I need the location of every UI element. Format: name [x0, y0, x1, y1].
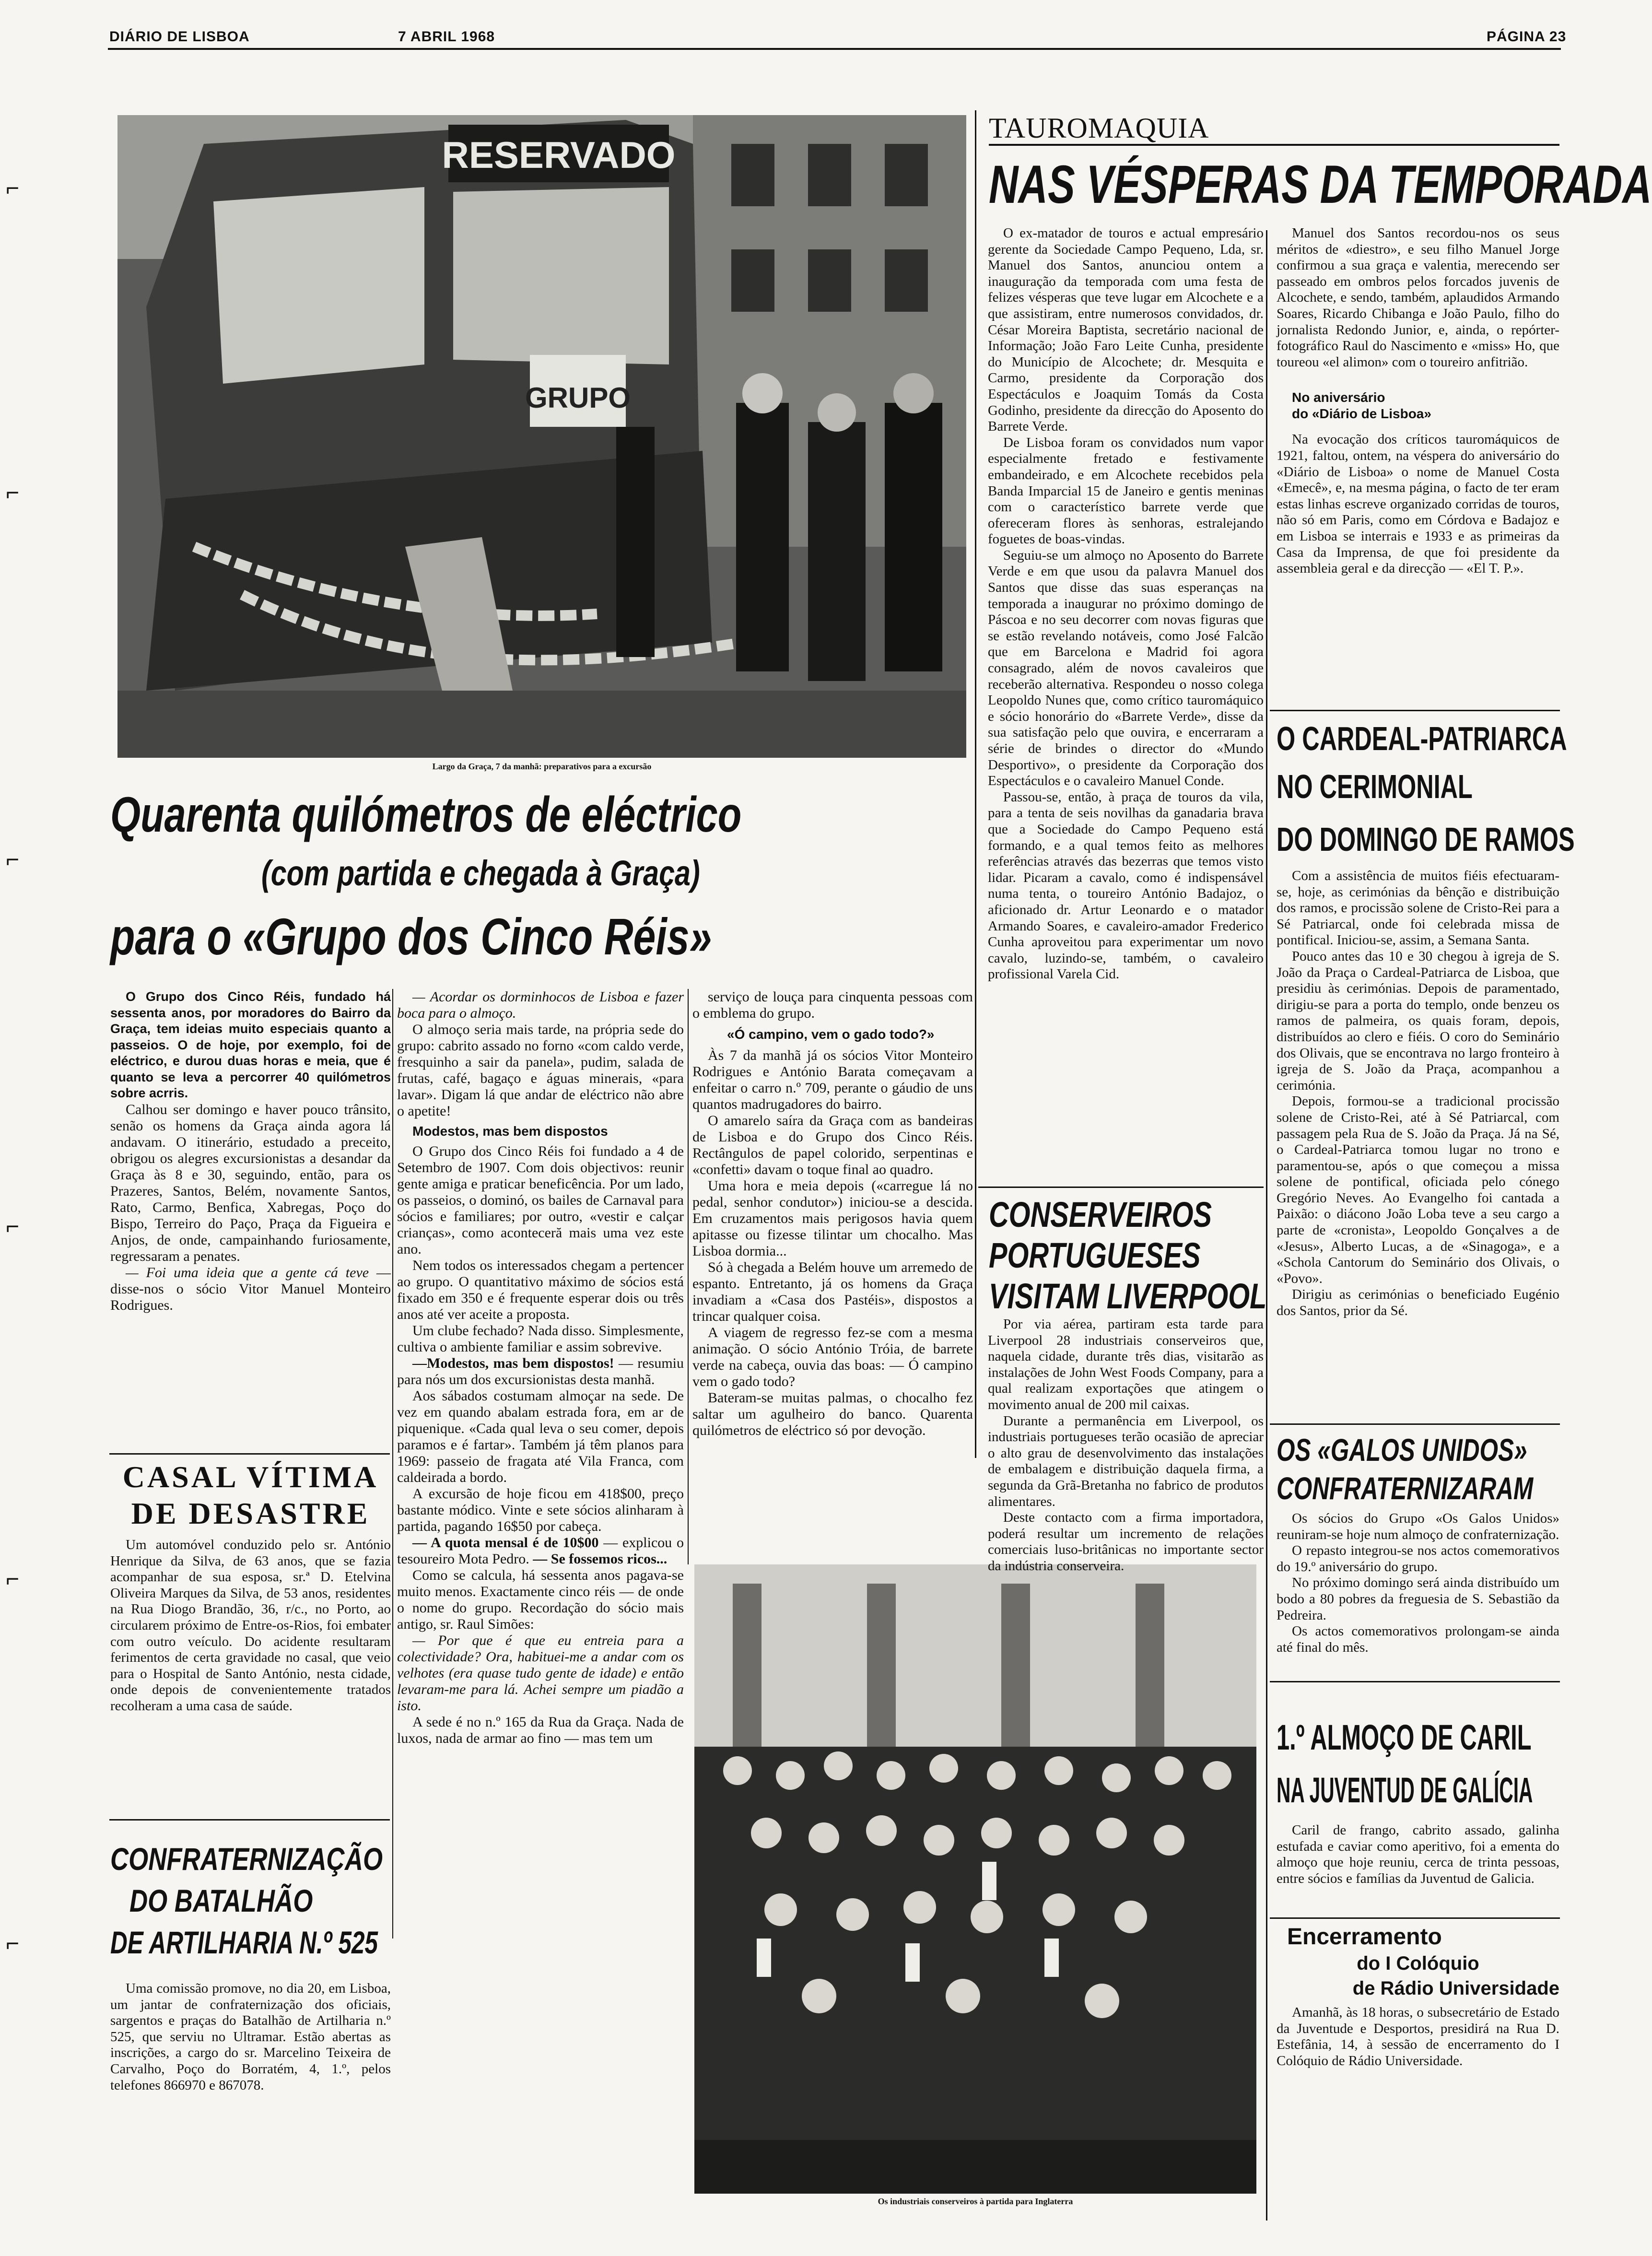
cardeal-title-line1: O CARDEAL-PATRIARCA [1277, 720, 1567, 757]
casal-title-line2: DE DESASTRE [131, 1496, 370, 1530]
paragraph: — disse-nos o sócio Vitor Manuel Monteiro Rodrigues. [110, 1264, 391, 1313]
masthead-title: DIÁRIO DE LISBOA [109, 29, 250, 45]
margin-mark: ⌐ [6, 176, 20, 201]
paragraph: A sede é no n.º 165 da Rua da Graça. Nada de luxos, nada de armar ao fino — mas tem um [397, 1714, 684, 1746]
margin-mark: ⌐ [6, 1566, 20, 1592]
paragraph: Depois, formou-se a tradicional procissão solene de Cristo-Rei, até à Sé Patriarcal, com passagem pela Rua de S. João da Praça. Já na Sé, o Cardeal-Patriarca tomou lugar no trono e paramentou-se, após o que começou a missa solene de pontifical, oficiada pelo cónego Gregório Neves. Ao Evangelho foi cantada a Paixão: o diácono João Loba teve a seu cargo a parte de «cronista», Leopoldo Gonçalves a de «Jesus», Alberto Lucas, a de «Sinagoga», e a «Schola Cantorum do Seminário dos Olivais, o «Povo». [1277, 1093, 1559, 1286]
paragraph: Passou-se, então, à praça de touros da vila, para a tenta de seis novilhas da ganadaria brava que a Sociedade do Campo Pequeno está formando, e a qual temos feito as melhores referências através das bezerras que temos visto lidar. Picaram a cavalo, como é indispensável numa tenta, o toureiro António Badajoz, o aficionado dr. Artur Leonardo e o matador Armando Soares, e cavaleiro-amador Frederico Cunha aproveitou para experimentar um novo cavalo, luzindo-se, também, o cavaleiro profissional Varela Cid. [988, 789, 1264, 982]
casal-title [110, 1459, 391, 1532]
margin-mark: ⌐ [6, 847, 20, 872]
emphasis: — A quota mensal é de 10$00 [412, 1535, 599, 1551]
batalhao-body [110, 1981, 391, 2211]
section-rule [1270, 1423, 1560, 1425]
paragraph: Só à chegada a Belém houve um arremedo de espanto. Entretanto, já os homens da Graça invadiam a «Casa dos Pastéis», dispostos a trincar qualquer coisa. [692, 1259, 973, 1324]
paragraph: Uma comissão promove, no dia 20, em Lisboa, um jantar de confraternização dos oficiais, sargentos e praças do Batalhão de Artilharia n.º 525, que serviu no Ultramar. Estão abertas as inscrições, a cargo do sr. Marcelino Teixeira de Carvalho, Poço do Borratém, 4, 1.º, pelos telefones 866970 e 867078. [110, 1981, 391, 2093]
tram-destination-sign: RESERVADO [442, 134, 676, 176]
radio-title-line1: Encerramento [1287, 1924, 1442, 1950]
paragraph: Nem todos os interessados chegam a pertencer ao grupo. O quantitativo máximo de sócios está fixado em 350 e é frequente esperar dois ou três anos até ver aceite a proposta. [397, 1257, 684, 1322]
cardeal-title-line2: NO CERIMONIAL [1277, 768, 1473, 805]
issue-date: 7 ABRIL 1968 [398, 29, 495, 45]
paragraph: — explicou o tesoureiro Mota Pedro. [397, 1535, 684, 1567]
paragraph: Os actos comemorativos prolongam-se ainda até final do mês. [1277, 1623, 1559, 1655]
paragraph: Como se calcula, há sessenta anos pagava-se muito menos. Exactamente cinco réis — de onde o nome do grupo. Recordação do sócio mais antigo, sr. Raul Simões: [397, 1567, 684, 1632]
emphasis: — Se fossemos ricos... [533, 1551, 668, 1567]
paragraph: Um clube fechado? Nada disso. Simplesmente, cultiva o ambiente familiar e assim sobrevive. [397, 1323, 684, 1355]
quote: — Foi uma ideia que a gente cá teve [126, 1264, 369, 1281]
headline-main: Quarenta quilómetros de eléctrico [110, 787, 742, 843]
subheading: do «Diário de Lisboa» [1292, 406, 1431, 422]
paragraph: Às 7 da manhã já os sócios Vitor Monteiro Rodrigues e António Barata começavam a enfeitar o carro n.º 709, perante o gáudio de uns quantos madrugadores do bairro. [692, 1047, 973, 1112]
tauro-headline: NAS VÉSPERAS DA TEMPORADA [989, 154, 1652, 214]
radio-title [1277, 1923, 1559, 2001]
caril-body [1277, 1822, 1559, 1909]
quote: — Por que é que eu entreia para a colectividade? Ora, habituei-me a andar com os velhotes (era quase tudo gente de idade) e então levaram-me para lá. Achei sempre um piadão a isto. [397, 1633, 684, 1714]
caril-title-line2: NA JUVENTUD DE GALÍCIA [1277, 1770, 1533, 1810]
paragraph: — resumiu para nós um dos excursionistas desta manhã. [397, 1355, 684, 1387]
batalhao-title-line2: DO BATALHÃO [129, 1883, 313, 1918]
section-rule [1270, 1681, 1560, 1682]
cardeal-body [1277, 868, 1559, 1420]
tauro-column-1 [988, 225, 1264, 1185]
section-rule [1270, 710, 1560, 711]
paragraph: No próximo domingo será ainda distribuído um bodo a 80 pobres da freguesia de S. Sebastião da Pedreira. [1277, 1575, 1559, 1623]
casal-title-line1: CASAL VÍTIMA [122, 1460, 379, 1494]
header-rule [108, 48, 1561, 50]
galos-title-line1: OS «GALOS UNIDOS» [1277, 1432, 1527, 1468]
headline-third: para o «Grupo dos Cinco Réis» [110, 907, 712, 965]
paragraph: Um automóvel conduzido pelo sr. António Henrique da Silva, de 63 anos, que se fazia acompanhar de sua esposa, sr.ª D. Etelvina Oliveira Marques da Silva, de 53 anos, residentes na Rua Diogo Brandão, 36, r/c., no Porto, ao circularem próximo de Entre-os-Rios, foi embater com outro veículo. Do acidente resultaram ferimentos de certa gravidade no casal, que veio para o Hospital de Santo António, nesta cidade, onde depois de convenientemente tratados recolheram a uma casa de saúde. [110, 1537, 391, 1714]
quote: — Acordar os dorminhocos de Lisboa e fazer boca para o almoço. [397, 989, 684, 1021]
section-rule [109, 1453, 390, 1455]
paragraph: Na evocação dos críticos tauromáquicos de 1921, faltou, ontem, na véspera do aniversário do «Diário de Lisboa» o nome de Manuel Costa «Emecê», e, na mesma página, o facto de ter eram estas linhas escreve organizado corridas de touros, não só em Paris, como em Córdova e Badajoz e em Lisboa se interrais e 1933 e as primeiras da Casa da Imprensa, de que foi presidente da assembleia geral e da direcção — «El T. P.». [1277, 432, 1559, 576]
subheading: «Ó campino, vem o gado todo?» [727, 1027, 935, 1042]
batalhao-title-line1: CONFRATERNIZAÇÃO [110, 1841, 383, 1877]
cardeal-title-line3: DO DOMINGO DE RAMOS [1277, 821, 1575, 858]
paragraph: Amanhã, às 18 horas, o subsecretário de Estado da Juventude e Desportos, presidirá na Rua D. Estefânia, 14, à sessão de encerramento do I Colóquio de Rádio Universidade. [1277, 2005, 1559, 2068]
margin-mark: ⌐ [6, 1214, 20, 1239]
paragraph: O almoço seria mais tarde, na própria sede do grupo: cabrito assado no forno «com caldo verde, fresquinho a sair da panela», pudim, salada de frutas, café, bagaço e águas minerais, «para lavar». Digam lá que andar de eléctrico não abre o apetite! [397, 1022, 684, 1119]
conserv-title-line2: PORTUGUESES [989, 1235, 1201, 1275]
paragraph: Pouco antes das 10 e 30 chegou à igreja de S. João da Praça o Cardeal-Patriarca de Lisboa, que presidiu às cerimónias. Depois de paramentado, dirigiu-se para a porta do templo, onde benzeu os ramos de palmeira, os quais foram, depois, distribuídos ao clero e fiéis. O coro do Seminário dos Olivais, que se encontrava no largo fronteiro à igreja de S. João da Praça, acompanhou a cerimónia. [1277, 948, 1559, 1093]
section-rule [989, 144, 1559, 146]
headline-sub: (com partida e chegada à Graça) [261, 853, 700, 893]
column-rule [688, 989, 689, 1564]
margin-mark: ⌐ [6, 1931, 20, 1956]
galos-body [1277, 1511, 1559, 1664]
paragraph: O Grupo dos Cinco Réis foi fundado a 4 de Setembro de 1907. Com dois objectivos: reunir gente amiga e praticar beneficência. Por um lado, os passeios, o dominó, os bailes de Carnaval para sócios e familiares; por outro, «vestir e calçar crianças», como aconteceră mais uma vez este ano. [397, 1143, 684, 1257]
paragraph: Com a assistência de muitos fiéis efectuaram-se, hoje, as cerimónias da bênção e distribuição dos ramos, e procissão solene de Cristo-Rei para a Sé Patriarcal, onde foi celebrada missa de pontifical. Iniciou-se, assim, a Semana Santa. [1277, 868, 1559, 948]
conserv-title-line3: VISITAM LIVERPOOL [989, 1276, 1267, 1316]
photo-industrialists [694, 1564, 1256, 2194]
paragraph: Seguiu-se um almoço no Aposento do Barrete Verde e em que usou da palavra Manuel dos Santos que disse das suas esperanças na temporada a inaugurar no próximo domingo de Páscoa e no seu decorrer com novas figuras que se estão revelando notáveis, como José Falcão que em Barcelona e Madrid foi agora consagrado, além de novos cavaleiros que receberão alternativa. Respondeu o nosso colega Leopoldo Nunes que, como crítico tauromáquico e sócio honorário do «Barrete Verde», disse da sua satisfação pelo que ouvira, e encerraram a série de brindes o director do «Mundo Desportivo», o presidente da Corporação dos Espectáculos e o cavaleiro Manuel Conde. [988, 547, 1264, 789]
photo-tram-decorated [117, 115, 966, 758]
radio-title-line3: de Rádio Universidade [1352, 1978, 1559, 1999]
article-column-1 [110, 989, 391, 1435]
batalhao-title-line3: DE ARTILHARIA N.º 525 [110, 1925, 378, 1960]
paragraph: A excursão de hoje ficou em 418$00, preço bastante módico. Vinte e sete sócios alinharam à partida, pagando 16$50 por cabeça. [397, 1486, 684, 1534]
radio-title-line2: do I Colóquio [1357, 1953, 1479, 1974]
photo-caption: Os industriais conserveiros à partida para Inglaterra [878, 2197, 1073, 2206]
paragraph: Caril de frango, cabrito assado, galinha estufada e caviar como aperitivo, foi a ementa do almoço que hoje reuniu, cerca de trinta pessoas, entre sócios e famílias da Juventud de Galicia. [1277, 1822, 1559, 1886]
paragraph: Calhou ser domingo e haver pouco trânsito, senão os homens da Graça ainda agora lá andavam. O itinerário, estudado a preceito, obrigou os alegres excursionistas a desandar da Graça às 8 e 30, seguindo, então, para os Prazeres, Santos, Belém, novamente Santos, Rato, Carmo, Benfica, Xabregas, Poço do Bispo, Terreiro do Paço, Praça da Figueira e Anjos, de onde, campainhando furiosamente, regressaram a penates. [110, 1101, 391, 1264]
paragraph: serviço de louça para cinquenta pessoas com o emblema do grupo. [692, 989, 973, 1021]
paragraph: Deste contacto com a firma importadora, poderá resultar um incremento de relações comerciais luso-britânicas no importante sector da indústria conserveira. [988, 1510, 1264, 1574]
section-rule [978, 1187, 1264, 1188]
paragraph: Uma hora e meia depois («carregue lá no pedal, senhor condutor») iniciou-se a descida. Em cruzamentos mais perigosos havia quem apitasse ou fizesse tilintar um chocalho. Mas Lisboa dormia... [692, 1178, 973, 1259]
emphasis: —Modestos, mas bem dispostos! [412, 1355, 614, 1371]
tauro-column-2 [1277, 225, 1559, 705]
article-column-3 [692, 989, 973, 1562]
conserv-body [988, 1316, 1264, 1574]
paragraph: Os sócios do Grupo «Os Galos Unidos» reuniram-se hoje num almoço de confraternização. [1277, 1511, 1559, 1542]
casal-body [110, 1537, 391, 1815]
column-rule [392, 989, 393, 1939]
page-number: PÁGINA 23 [1487, 29, 1567, 45]
caril-title-line1: 1.º ALMOÇO DE CARIL [1277, 1717, 1532, 1757]
column-rule [975, 110, 976, 1458]
subheading: No aniversário [1292, 390, 1385, 405]
conserv-title-line1: CONSERVEIROS [989, 1195, 1212, 1234]
radio-body [1277, 2005, 1559, 2101]
subheading: Modestos, mas bem dispostos [412, 1124, 608, 1139]
paragraph: Por via aérea, partiram esta tarde para Liverpool 28 industriais conserveiros que, naquela cidade, durante três dias, visitarão as instalações de John West Foods Company, para a qual realizam exportações que atingem o movimento anual de 200 mil caixas. [988, 1316, 1264, 1412]
paragraph: O amarelo saíra da Graça com as bandeiras de Lisboa e do Grupo dos Cinco Réis. Rectângulos de papel colorido, serpentinas e «confetti» davam o toque final ao quadro. [692, 1113, 973, 1177]
paragraph: Bateram-se muitas palmas, o chocalho fez saltar um agulheiro do banco. Quarenta quilómetros de eléctrico só por devoção. [692, 1390, 973, 1438]
paragraph: A viagem de regresso fez-se com a mesma animação. O sócio António Tróia, de barrete verde na cabeça, ouvia das boas: — Ó campino vem o gado todo? [692, 1325, 973, 1389]
paragraph: Manuel dos Santos recordou-nos os seus méritos de «diestro», e seu filho Manuel Jorge confirmou a sua graça e valentia, merecendo ser passeado em ombros pelos forcados juvenis de Alcochete, e sendo, também, aplaudidos Armando Soares, Ricardo Chibanga e João Paulo, filho do jornalista Redondo Junior, e, ainda, o repórter-fotográfico Raul do Nascimento e «miss» Ho, que toureou «el alimon» com o toureiro anfitrião. [1277, 225, 1559, 370]
tram-group-plate: GRUPO [525, 382, 631, 414]
paragraph: O ex-matador de touros e actual empresário gerente da Sociedade Campo Pequeno, Lda, sr. Manuel dos Santos, anunciou ontem a inauguração da temporada com uma festa de felizes vésperas que teve lugar em Alcochete e a que assistiram, entre numerosos convidados, dr. César Moreira Baptista, secretário nacional de Informação; João Faro Leite Cunha, presidente do Município de Alcochete; dr. Mesquita e Carmo, presidente da Corporação dos Espectáculos e Joaquim Tomás da Costa Godinho, presidente da direcção do Aposento do Barrete Verde. [988, 225, 1264, 435]
paragraph: Durante a permanência em Liverpool, os industriais portugueses terão ocasião de apreciar o alto grau de desenvolvimento das instalações de embalagem e distribuição daquela firma, a segunda da Grã-Bretanha no fabrico de produtos alimentares. [988, 1413, 1264, 1509]
galos-title-line2: CONFRATERNIZARAM [1277, 1470, 1534, 1506]
margin-mark: ⌐ [6, 480, 20, 505]
article-column-2 [397, 989, 684, 1939]
paragraph: Aos sábados costumam almoçar na sede. De vez em quando abalam estrada fora, em ar de piquenique. «Cada qual leva o seu comer, depois paramos e é fartar». Também já têm planos para 1969: passeio de fragata até Vila Franca, com caldeirada a bordo. [397, 1388, 684, 1485]
paragraph: Dirigiu as cerimónias o beneficiado Eugénio dos Santos, prior da Sé. [1277, 1287, 1559, 1319]
photo-caption: Largo da Graça, 7 da manhã: preparativos para a excursão [432, 762, 652, 771]
paragraph: De Lisboa foram os convidados num vapor especialmente fretado e festivamente embandeirado, e em Alcochete recebidos pela Banda Imparcial 15 de Janeiro e gentis meninas com o característico barrete verde que ofereceram flores às senhoras, estralejando foguetes de boas-vindas. [988, 435, 1264, 547]
article-lead: O Grupo dos Cinco Réis, fundado há sessenta anos, por moradores do Bairro da Graça, tem ideias muito especiais quanto a passeios. O de hoje, por exemplo, foi de eléctrico, e durou duas horas e meia, que é quanto se leva a percorrer 40 quilómetros sobre acrris. [110, 989, 391, 1100]
section-rule [109, 1819, 390, 1821]
paragraph: O repasto integrou-se nos actos comemorativos do 19.º aniversário do grupo. [1277, 1543, 1559, 1574]
section-rule [1270, 1917, 1560, 1919]
section-kicker: TAUROMAQUIA [989, 112, 1209, 144]
column-rule [1266, 230, 1267, 2221]
